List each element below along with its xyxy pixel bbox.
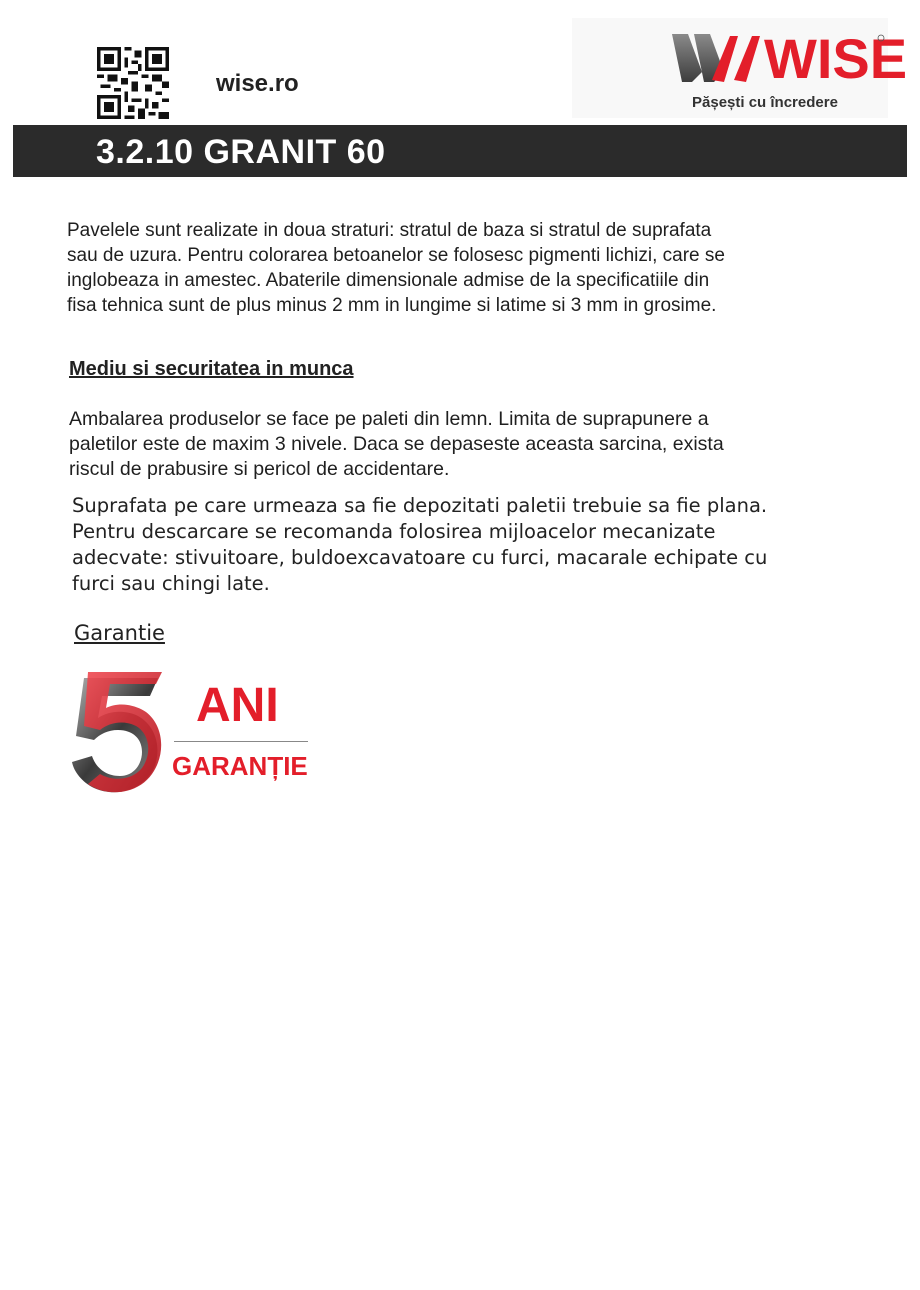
qr-code	[97, 47, 169, 119]
intro-line: inglobeaza in amestec. Abaterile dimensionale admise de la specificatiile din	[67, 270, 710, 291]
warranty-badge	[70, 672, 315, 798]
badge-warranty-label: GARANȚIE	[172, 751, 308, 781]
packaging-line: paletilor este de maxim 3 nivele. Daca se depaseste aceasta sarcina, exista	[69, 433, 724, 455]
brand-logo	[572, 18, 908, 118]
unloading-paragraph	[72, 493, 832, 597]
warranty-heading: Garantie	[74, 621, 165, 645]
intro-line: fisa tehnica sunt de plus minus 2 mm in lungime si latime si 3 mm in grosime.	[67, 295, 717, 316]
safety-heading: Mediu si securitatea in munca	[69, 358, 354, 380]
intro-line: sau de uzura. Pentru colorarea betoanelor se folosesc pigmenti lichizi, care se	[67, 245, 725, 266]
unloading-line: furci sau chingi late.	[72, 572, 270, 595]
packaging-line: Ambalarea produselor se face pe paleti din lemn. Limita de suprapunere a	[69, 408, 709, 430]
five-years-icon	[70, 672, 164, 796]
unloading-line: Pentru descarcare se recomanda folosirea mijloacelor mecanizate	[72, 520, 716, 543]
unloading-line: Suprafata pe care urmeaza sa fie depozitati paletii trebuie sa fie plana.	[72, 494, 768, 517]
badge-years-label: ANI	[196, 679, 279, 732]
badge-divider	[174, 741, 308, 742]
intro-paragraph	[67, 218, 827, 318]
unloading-line: adecvate: stivuitoare, buldoexcavatoare cu furci, macarale echipate cu	[72, 546, 768, 569]
wise-logo-mark	[672, 24, 908, 90]
intro-line: Pavelele sunt realizate in doua straturi: stratul de baza si stratul de suprafata	[67, 220, 712, 241]
logo-wordmark: WISE	[764, 27, 908, 90]
packaging-paragraph	[69, 407, 829, 482]
site-url: wise.ro	[216, 70, 299, 97]
page-title: 3.2.10 GRANIT 60	[96, 133, 386, 171]
packaging-line: riscul de prabusire si pericol de accidentare.	[69, 458, 450, 480]
title-banner	[13, 125, 907, 177]
logo-tagline: Pășești cu încredere	[692, 94, 838, 111]
